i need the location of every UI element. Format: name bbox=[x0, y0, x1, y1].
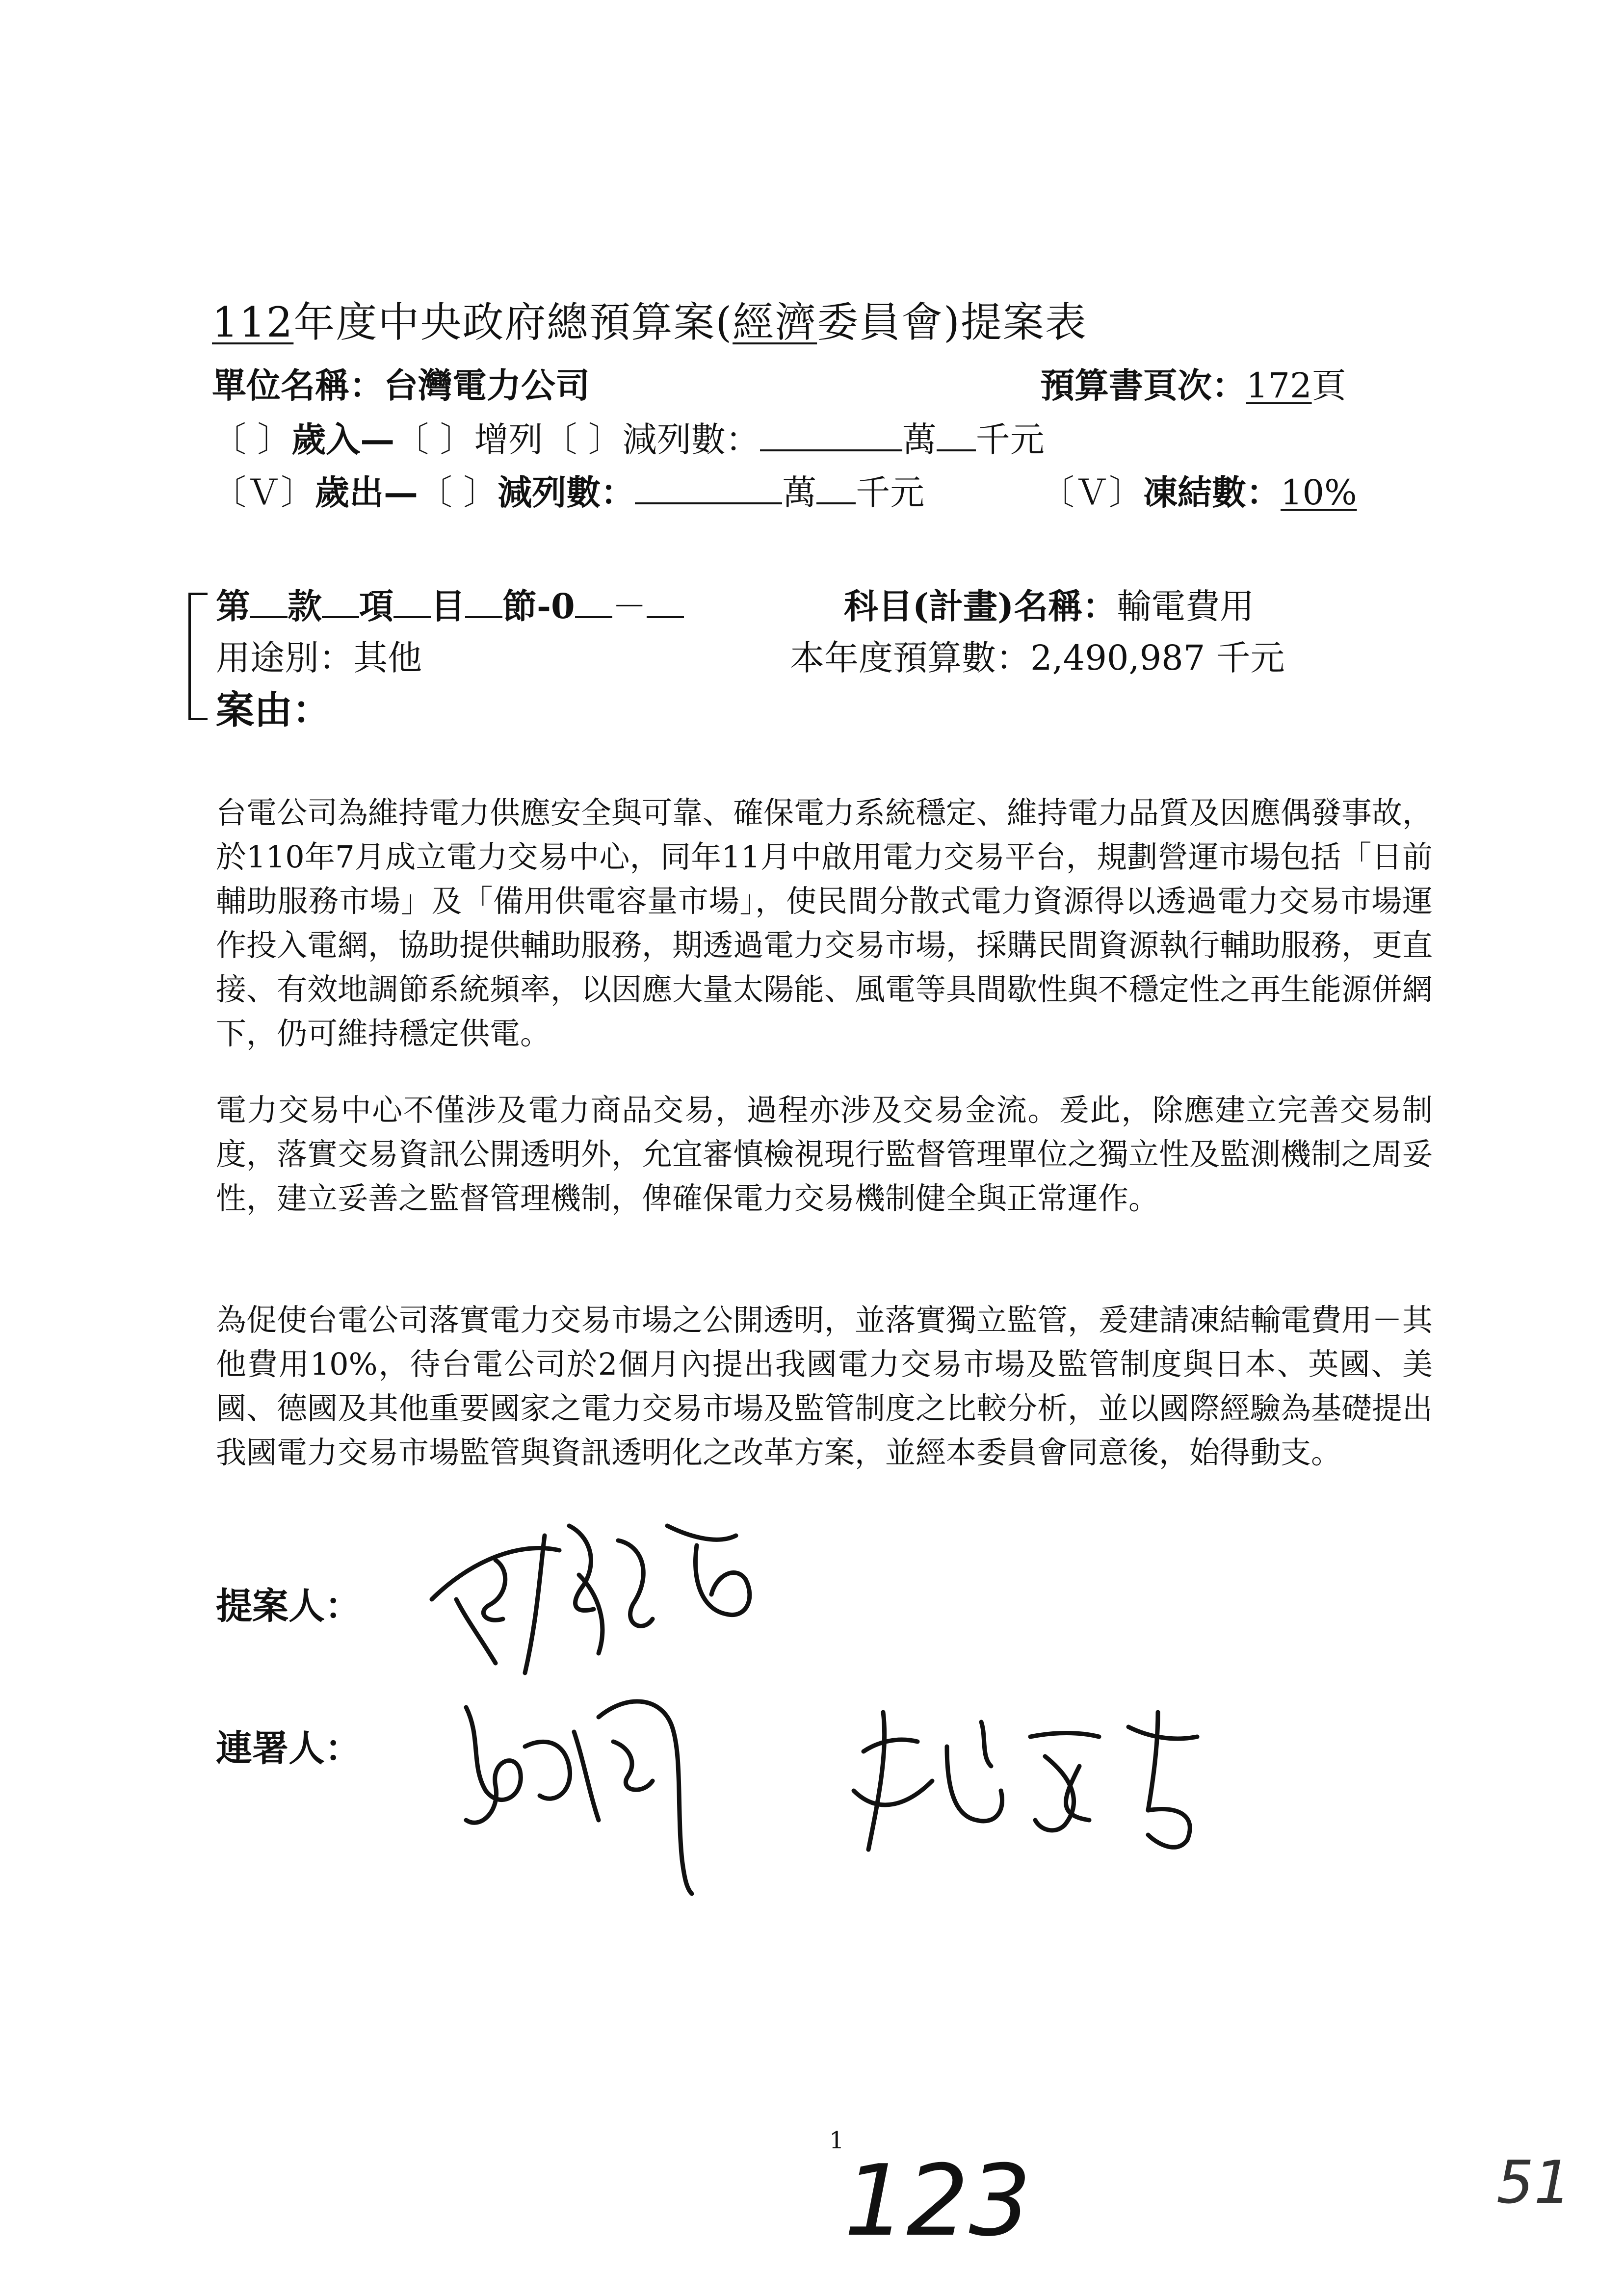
expense-unit-wan: 萬 bbox=[782, 472, 817, 513]
expense-unit-thousand: 千元 bbox=[856, 472, 925, 513]
unit-name: 台灣電力公司 bbox=[384, 365, 590, 406]
usage-field bbox=[216, 630, 422, 680]
budget-label: 本年度預算數： bbox=[790, 638, 1030, 678]
title-committee-suffix: 委員會 bbox=[817, 298, 944, 346]
title-year: 112 bbox=[212, 298, 294, 346]
page-ref-suffix: 頁 bbox=[1311, 365, 1346, 406]
code-blank-2 bbox=[647, 589, 684, 618]
unit-line bbox=[212, 358, 590, 408]
subject-value: 輸電費用 bbox=[1117, 586, 1255, 626]
page-number: 1 bbox=[829, 2127, 844, 2154]
corner-number: 51 bbox=[1496, 2149, 1572, 2217]
revenue-dec-label: 減列數： bbox=[622, 419, 760, 460]
expense-wan-blank bbox=[635, 475, 782, 504]
jie-blank bbox=[465, 589, 502, 618]
freeze-label: 凍結數： bbox=[1143, 472, 1281, 513]
title-pre: 年度中央政府總預算案( bbox=[293, 298, 733, 346]
paragraph-2: 電力交易中心不僅涉及電力商品交易，過程亦涉及交易金流。爰此，除應建立完善交易制度，落實交易資訊公開透明外，允宜審慎檢視現行監督管理單位之獨立性及監測機制之周妥性，建立妥善之監督管理機制，俾確保電力交易機制健全與正常運作。 bbox=[216, 1092, 1433, 1216]
subject-label: 科目(計畫)名稱： bbox=[844, 586, 1117, 626]
revenue-label: 歲入— bbox=[291, 419, 395, 460]
revenue-unit-thousand: 千元 bbox=[975, 419, 1045, 460]
item-di: 第 bbox=[216, 586, 250, 626]
subject-field bbox=[844, 579, 1254, 628]
unit-label: 單位名稱： bbox=[212, 365, 384, 406]
revenue-dec-box: 〔 〕 bbox=[543, 419, 623, 460]
reason-label: 案由： bbox=[216, 688, 331, 732]
document-title bbox=[212, 289, 1087, 349]
item-code-line bbox=[216, 579, 684, 628]
budget-value: 2,490,987 千元 bbox=[1030, 638, 1285, 678]
revenue-line bbox=[212, 412, 1045, 462]
kuan-blank bbox=[250, 589, 288, 618]
expense-label: 歲出— bbox=[315, 472, 418, 513]
item-dash: － bbox=[612, 586, 647, 626]
freeze-field bbox=[1040, 465, 1357, 515]
expense-thousand-blank bbox=[816, 475, 856, 504]
handwritten-number: 123 bbox=[844, 2144, 1031, 2258]
freeze-box: 〔Ｖ〕 bbox=[1040, 472, 1143, 513]
page-ref-value: 172 bbox=[1246, 365, 1312, 406]
page-ref bbox=[1040, 358, 1346, 408]
item-jie: 節-0 bbox=[502, 586, 575, 626]
item-xiang: 項 bbox=[359, 586, 393, 626]
budget-field bbox=[790, 630, 1285, 680]
item-kuan: 款 bbox=[288, 586, 322, 626]
page-ref-label: 預算書頁次： bbox=[1040, 365, 1246, 406]
revenue-inc-label: 增列 bbox=[474, 419, 543, 460]
title-post: )提案表 bbox=[943, 298, 1087, 346]
revenue-inc-box: 〔 〕 bbox=[394, 419, 474, 460]
usage-label: 用途別： bbox=[216, 638, 353, 678]
revenue-wan-blank bbox=[760, 422, 902, 451]
paragraph-1: 台電公司為維持電力供應安全與可靠、確保電力系統穩定、維持電力品質及因應偶發事故，於110年7月成立電力交易中心，同年11月中啟用電力交易平台，規劃營運市場包括「日前輔助服務市場」及「備用供電容量市場」，使民間分散式電力資源得以透過電力交易市場運作投入電網，協助提供輔助服務，期透過電力交易市場，採購民間資源執行輔助服務，更直接、有效地調節系統頻率，以因應大量太陽能、風電等具間歇性與不穩定性之再生能源併網下，仍可維持穩定供電。 bbox=[216, 795, 1433, 1051]
usage-value: 其他 bbox=[353, 638, 422, 678]
expense-dec-label: 減列數： bbox=[498, 472, 635, 513]
xiang-blank bbox=[322, 589, 359, 618]
cosigner-label: 連署人： bbox=[216, 1727, 361, 1770]
paragraph-3: 為促使台電公司落實電力交易市場之公開透明，並落實獨立監管，爰建請凍結輸電費用－其他費用10%，待台電公司於2個月內提出我國電力交易市場及監管制度與日本、英國、美國、德國及其他重要國家之電力交易市場及監管制度之比較分析，並以國際經驗為基礎提出我國電力交易市場監管與資訊透明化之改革方案，並經本委員會同意後，始得動支。 bbox=[216, 1302, 1433, 1470]
proposer-signature bbox=[422, 1506, 765, 1683]
expense-dec-box: 〔 〕 bbox=[418, 472, 498, 513]
expense-box: 〔Ｖ〕 bbox=[212, 472, 315, 513]
code-blank-1 bbox=[575, 589, 612, 618]
revenue-unit-wan: 萬 bbox=[902, 419, 937, 460]
revenue-box: 〔 〕 bbox=[212, 419, 292, 460]
proposer-label: 提案人： bbox=[216, 1585, 361, 1627]
title-committee: 經濟 bbox=[733, 298, 817, 346]
revenue-thousand-blank bbox=[937, 422, 976, 451]
expense-line bbox=[212, 465, 924, 515]
cosigner-signature-1 bbox=[451, 1663, 756, 1899]
mu-blank bbox=[393, 589, 431, 618]
cosigner-signature-2 bbox=[834, 1693, 1236, 1869]
item-bracket bbox=[188, 593, 208, 720]
item-mu: 目 bbox=[431, 586, 465, 626]
freeze-value: 10% bbox=[1281, 472, 1357, 513]
